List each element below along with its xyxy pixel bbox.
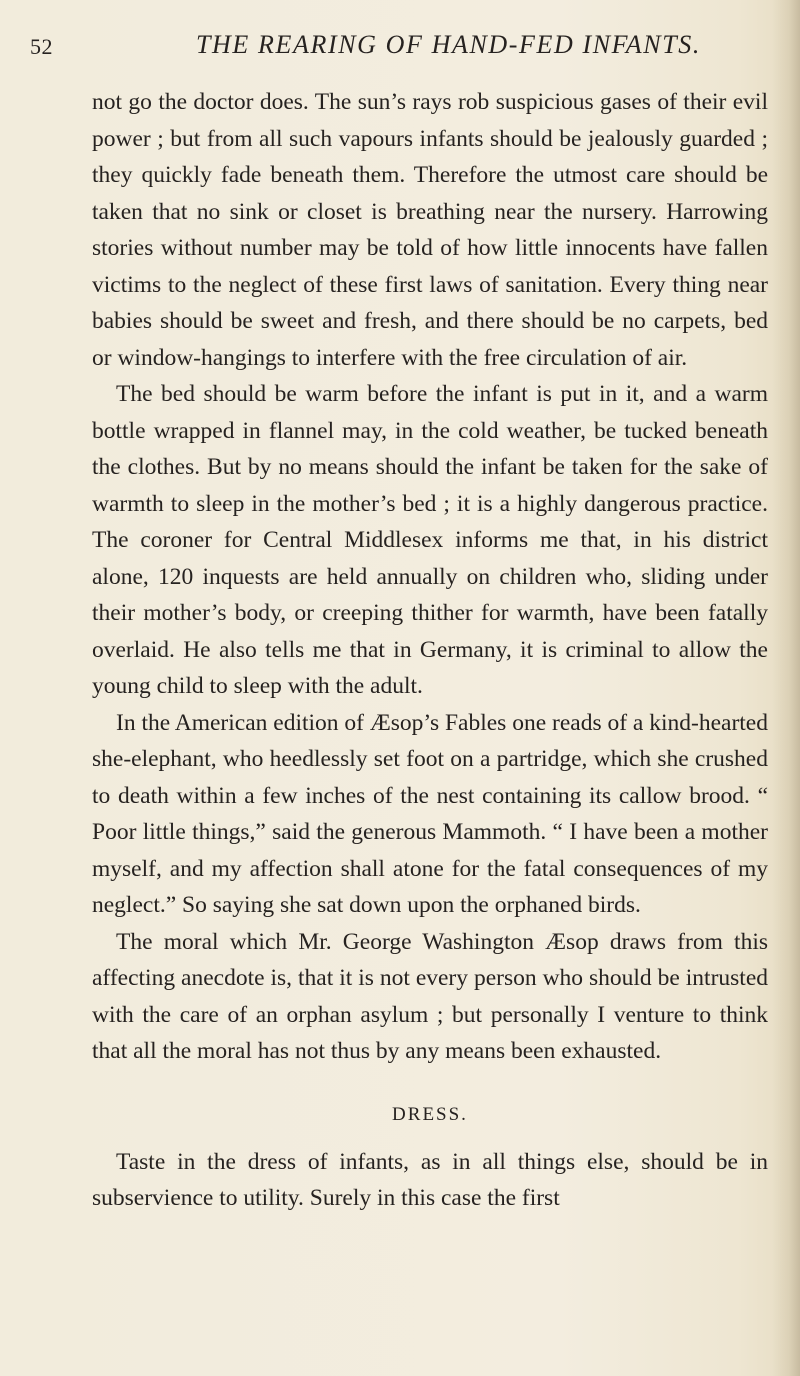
running-head: THE REARING OF HAND-FED INFANTS.	[196, 30, 701, 59]
paragraph-dress: Taste in the dress of infants, as in all things else, should be in subservience to utility. Surely in this case the first	[92, 1148, 768, 1211]
paragraph-continued: not go the doctor does. The sun’s rays rob suspicious gases of their evil power ; but from all such vapours infants should be jealously guarded ; they quickly fade beneath them. Therefore the utmost care should be taken that no sink or closet is breathing near the nursery. Harrowing stories without number may be told of how little innocents have fallen victims to the neglect of these first laws of sanitation. Every thing near babies should be sweet and fresh, and there should be no carpets, bed or window-hangings to interfere with the free circulation of air.	[92, 89, 768, 371]
paragraph-bed-warmth: The bed should be warm before the infant is put in it, and a warm bottle wrapped in flannel may, in the cold weather, be tucked beneath the clothes. But by no means should the infant be taken for the sake of warmth to sleep in the mother’s bed ; it is a highly dangerous practice. The coroner for Central Middlesex informs me that, in his district alone, 120 inquests are held annually on children who, sliding under their mother’s body, or creeping thither for warmth, have been fatally overlaid. He also tells me that in Germany, it is criminal to allow the young child to sleep with the adult.	[92, 381, 768, 699]
paragraph-moral: The moral which Mr. George Washington Æsop draws from this affecting anecdote is, that it is not every person who should be intrusted with the care of an orphan asylum ; but personally I venture to think that all the moral has not thus by any means been exhausted.	[92, 928, 768, 1064]
page-number: 52	[30, 34, 53, 59]
paragraph-aesop-fable: In the American edition of Æsop’s Fables one reads of a kind-hearted she-elephant, who heedlessly set foot on a partridge, which she crushed to death within a few inches of the nest containing its callow brood. “ Poor little things,” said the generous Mammoth. “ I have been a mother myself, and my affection shall atone for the fatal consequences of my neglect.” So saying she sat down upon the orphaned birds.	[92, 709, 768, 918]
body-text	[92, 84, 768, 1217]
section-heading-dress: DRESS.	[392, 1103, 468, 1125]
page-header	[30, 26, 770, 66]
page-edge-shadow	[772, 0, 800, 1376]
